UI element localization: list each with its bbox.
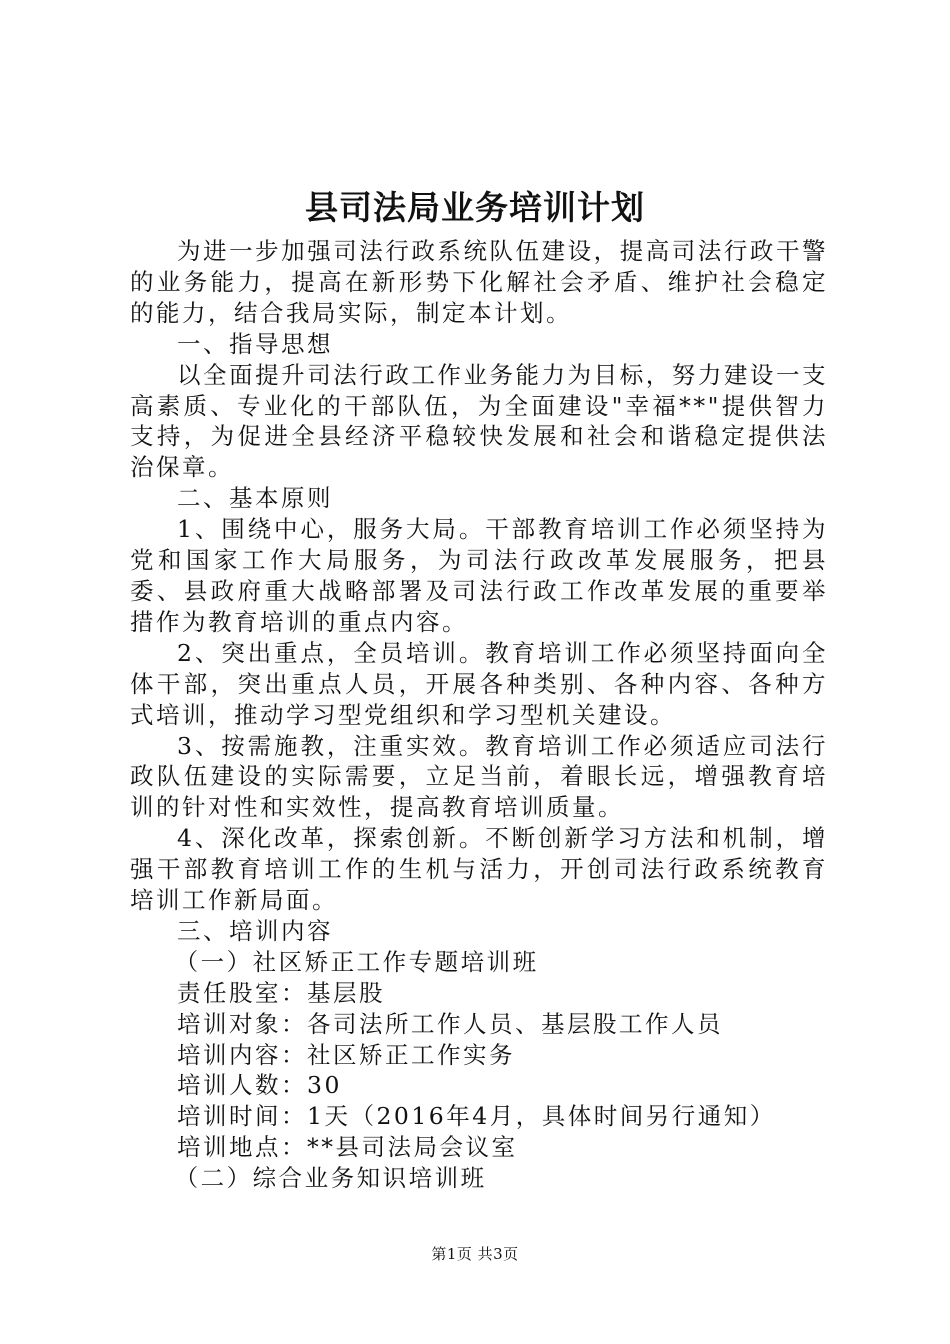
subsection-heading-community-correction: （一）社区矫正工作专题培训班 (174, 947, 539, 976)
detail-training-content: 培训内容：社区矫正工作实务 (177, 1040, 515, 1069)
detail-training-target: 培训对象：各司法所工作人员、基层股工作人员 (177, 1009, 723, 1038)
detail-training-time: 培训时间：1天（2016年4月，具体时间另行通知） (177, 1102, 776, 1131)
detail-training-location: 培训地点：**县司法局会议室 (177, 1133, 518, 1162)
page-footer: 第1页 共3页 (431, 1245, 519, 1263)
paragraph-guiding-ideology: 以全面提升司法行政工作业务能力为目标，努力建设一支高素质、专业化的干部队伍，为全面建设"幸福**"提供智力支持，为促进全县经济平稳较快发展和社会和谐稳定提供法治保章。 (130, 360, 828, 482)
document-title: 县司法局业务培训计划 (305, 188, 645, 227)
document-body (130, 236, 828, 1194)
section-heading-training-content: 三、培训内容 (177, 916, 333, 945)
paragraph-principle-2: 2、突出重点，全员培训。教育培训工作必须坚持面向全体干部，突出重点人员，开展各种类别、各种内容、各种方式培训，推动学习型党组织和学习型机关建设。 (130, 638, 828, 729)
paragraph-principle-3: 3、按需施教，注重实效。教育培训工作必须适应司法行政队伍建设的实际需要，立足当前，着眼长远，增强教育培训的针对性和实效性，提高教育培训质量。 (130, 731, 828, 822)
paragraph-intro: 为进一步加强司法行政系统队伍建设，提高司法行政干警的业务能力，提高在新形势下化解社会矛盾、维护社会稳定的能力，结合我局实际，制定本计划。 (130, 237, 828, 327)
paragraph-principle-4: 4、深化改革，探索创新。不断创新学习方法和机制，增强干部教育培训工作的生机与活力，开创司法行政系统教育培训工作新局面。 (130, 824, 828, 915)
paragraph-principle-1: 1、围绕中心，服务大局。干部教育培训工作必须坚持为党和国家工作大局服务，为司法行政改革发展服务，把县委、县政府重大战略部署及司法行政工作改革发展的重要举措作为教育培训的重点内容。 (130, 515, 828, 636)
detail-responsible-office: 责任股室：基层股 (177, 978, 385, 1007)
subsection-heading-general-knowledge: （二）综合业务知识培训班 (174, 1164, 487, 1193)
section-heading-basic-principles: 二、基本原则 (177, 484, 333, 513)
detail-training-count: 培训人数：30 (177, 1071, 342, 1100)
section-heading-guiding-ideology: 一、指导思想 (177, 329, 333, 358)
